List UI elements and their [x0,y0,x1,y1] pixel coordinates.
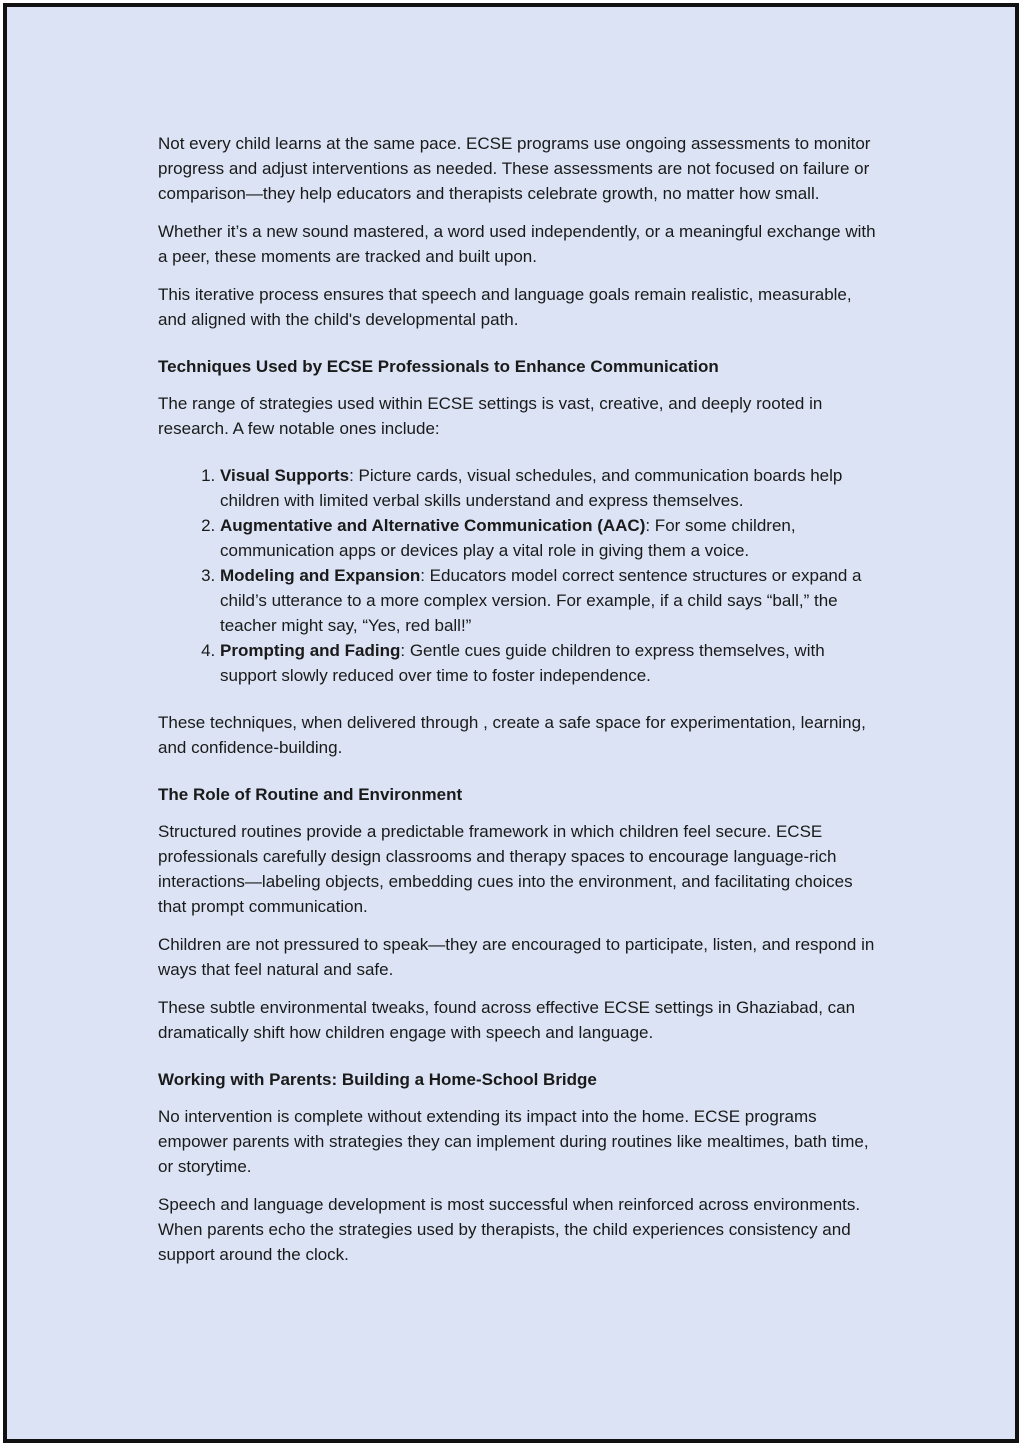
techniques-outro: These techniques, when delivered through , create a safe space for experimentation, learning, and confidence-building. [158,713,866,757]
parents-heading: Working with Parents: Building a Home-School Bridge [158,1070,597,1089]
list-item [220,563,878,638]
list-item [220,463,878,513]
list-item-term: Visual Supports [220,466,350,485]
techniques-list [158,463,878,688]
parents-paragraph-2: Speech and language development is most successful when reinforced across environments. When parents echo the strategies used by therapists, the child experiences consistency and support around the clock. [158,1195,861,1264]
routine-paragraph-2: Children are not pressured to speak—they are encouraged to participate, listen, and respond in ways that feel natural and safe. [158,935,875,979]
list-item [220,638,878,688]
intro-paragraph-2: Whether it’s a new sound mastered, a word used independently, or a meaningful exchange with a peer, these moments are tracked and built upon. [158,222,876,266]
document-page [3,3,1019,1443]
parents-paragraph-1: No intervention is complete without extending its impact into the home. ECSE programs empower parents with strategies they can implement during routines like mealtimes, bath time, or storytime. [158,1107,869,1176]
routine-paragraph-1: Structured routines provide a predictable framework in which children feel secure. ECSE professionals carefully design classrooms and therapy spaces to encourage language-rich interactions—labeling objects, embedding cues into the environment, and facilitating choices that prompt communication. [158,822,853,916]
document-body [158,131,878,1280]
list-item-text: : Gentle cues guide children to express themselves, with support slowly reduced over time to foster independence. [220,641,825,685]
techniques-intro: The range of strategies used within ECSE settings is vast, creative, and deeply rooted in research. A few notable ones include: [158,394,823,438]
list-item-text: : Picture cards, visual schedules, and communication boards help children with limited verbal skills understand and express themselves. [220,466,843,510]
techniques-heading: Techniques Used by ECSE Professionals to Enhance Communication [158,357,719,376]
list-item-term: Prompting and Fading [220,641,401,660]
list-item-term: Augmentative and Alternative Communication (AAC) [220,516,646,535]
list-item-text: : Educators model correct sentence structures or expand a child’s utterance to a more complex version. For example, if a child says “ball,” the teacher might say, “Yes, red ball!” [220,566,862,635]
list-item-text: : For some children, communication apps or devices play a vital role in giving them a voice. [220,516,796,560]
intro-paragraph-1: Not every child learns at the same pace. ECSE programs use ongoing assessments to monitor progress and adjust interventions as needed. These assessments are not focused on failure or comparison—they help educators and therapists celebrate growth, no matter how small. [158,134,871,203]
list-item-term: Modeling and Expansion [220,566,421,585]
list-item [220,513,878,563]
routine-heading: The Role of Routine and Environment [158,785,463,804]
intro-paragraph-3: This iterative process ensures that speech and language goals remain realistic, measurable, and aligned with the child's developmental path. [158,285,852,329]
routine-paragraph-3: These subtle environmental tweaks, found across effective ECSE settings in Ghaziabad, can dramatically shift how children engage with speech and language. [158,998,856,1042]
